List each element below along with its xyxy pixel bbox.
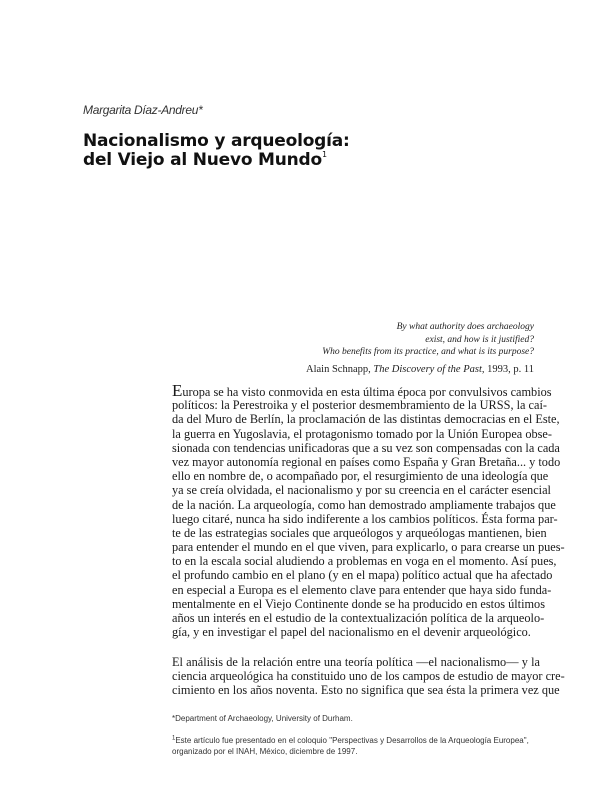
text-line (172, 625, 540, 639)
text-line-content: ya se creía olvidada, el nacionalismo y por su creencia en el carácter esencial (172, 483, 551, 498)
text-line (172, 655, 540, 669)
text-line (172, 611, 545, 625)
text-line (172, 525, 547, 540)
author-name: Margarita Díaz-Andreu* (83, 103, 203, 117)
text-line-content: para entender el mundo en el que viven, para explicarlo, o para crearse un pues- (172, 540, 565, 555)
epigraph-line: Who benefits from its practice, and what is its purpose? (322, 347, 534, 357)
text-line-content: cimiento en los años noventa. Esto no significa que sea ésta la primera vez que (172, 683, 560, 698)
text-line (172, 381, 552, 400)
text-line-content: da del Muro de Berlín, la proclamación de las distintas democracias en el Este, (172, 412, 560, 427)
text-line (172, 454, 561, 469)
text-line-content: te de las estrategias sociales que arqueólogos y arqueólogas mantienen, bien (172, 525, 547, 540)
text-line-content: mentalmente en el Viejo Continente donde se ha producido en estos últimos (172, 596, 545, 611)
text-line-content: El análisis de la relación entre una teoría política —el nacionalismo— y la (172, 655, 540, 669)
text-line-content: años un interés en el estudio de la contextualización política de la arqueolo- (172, 611, 545, 625)
text-line (172, 568, 553, 583)
text-line (172, 683, 560, 698)
text-line (172, 412, 560, 427)
text-line-content: uropa se ha visto conmovida en esta última época por convulsivos cambios (182, 385, 552, 399)
text-line (172, 440, 560, 455)
title-line-2: del Viejo al Nuevo Mundo$^1$ (83, 150, 327, 170)
body-paragraph-1 (172, 381, 565, 640)
text-line (172, 469, 549, 484)
text-line-content: en especial a Europa es el elemento clave para entender que haya sido funda- (172, 582, 552, 597)
drop-cap: E (172, 381, 183, 400)
text-line-content: la guerra en Yugoslavia, el protagonismo tomado por la Unión Europea obse- (172, 426, 552, 441)
text-line-content: ciencia arqueológica ha constituido uno de los campos de estudio de mayor cre- (172, 669, 565, 684)
text-line (172, 511, 558, 526)
footnote-affiliation: *Department of Archaeology, University of Durham. (172, 714, 353, 723)
text-line (172, 540, 565, 555)
text-line (172, 582, 552, 597)
text-line (172, 426, 552, 441)
text-line-content: vez mayor autonomía regional en países como España y Gran Bretaña... y todo (172, 454, 561, 469)
title-line-1: Nacionalismo y arqueología: (83, 131, 350, 151)
text-line-content: el profundo cambio en el plano (y en el mapa) político actual que ha afectado (172, 568, 553, 583)
epigraph-line: exist, and how is it justified? (425, 334, 534, 345)
epigraph-source: Alain Schnapp, The Discovery of the Past, 1993, p. 11 (306, 364, 534, 375)
text-line (172, 483, 551, 498)
body-paragraph-2 (172, 655, 565, 698)
text-line-content: to en la escala social aludiendo a problemas en voga en el momento. Así pues, (172, 554, 557, 569)
footnote-1: $^1$Este artículo fue presentado en el coloquio "Perspectivas y Desarrollos de la Arqueología Europea", organizado por el INAH, México, diciembre de 1997. (172, 735, 529, 756)
text-line (172, 596, 545, 611)
text-line-content: de la nación. La arqueología, como han demostrado ampliamente trabajos que (172, 497, 556, 512)
text-line (172, 497, 556, 512)
article-title (83, 132, 350, 170)
text-line-content: ello en nombre de, o acompañado por, el resurgimiento de una ideología que (172, 469, 549, 484)
text-line (172, 554, 557, 569)
epigraph-line: By what authority does archaeology (396, 322, 534, 332)
epigraph (322, 321, 534, 359)
text-line-content: sionada con tendencias unificadoras que a su vez son compensadas con la cada (172, 440, 560, 455)
text-line (172, 398, 547, 413)
text-line-content: luego citaré, nunca ha sido indiferente a los cambios políticos. Ésta forma par- (172, 511, 558, 526)
text-line (172, 669, 565, 684)
text-line-content: políticos: la Perestroika y el posterior desmembramiento de la URSS, la caí- (172, 398, 547, 413)
text-line-content: gía, y en investigar el papel del nacionalismo en el devenir arqueológico. (172, 625, 531, 640)
title-footnote-mark: 1 (322, 150, 327, 159)
